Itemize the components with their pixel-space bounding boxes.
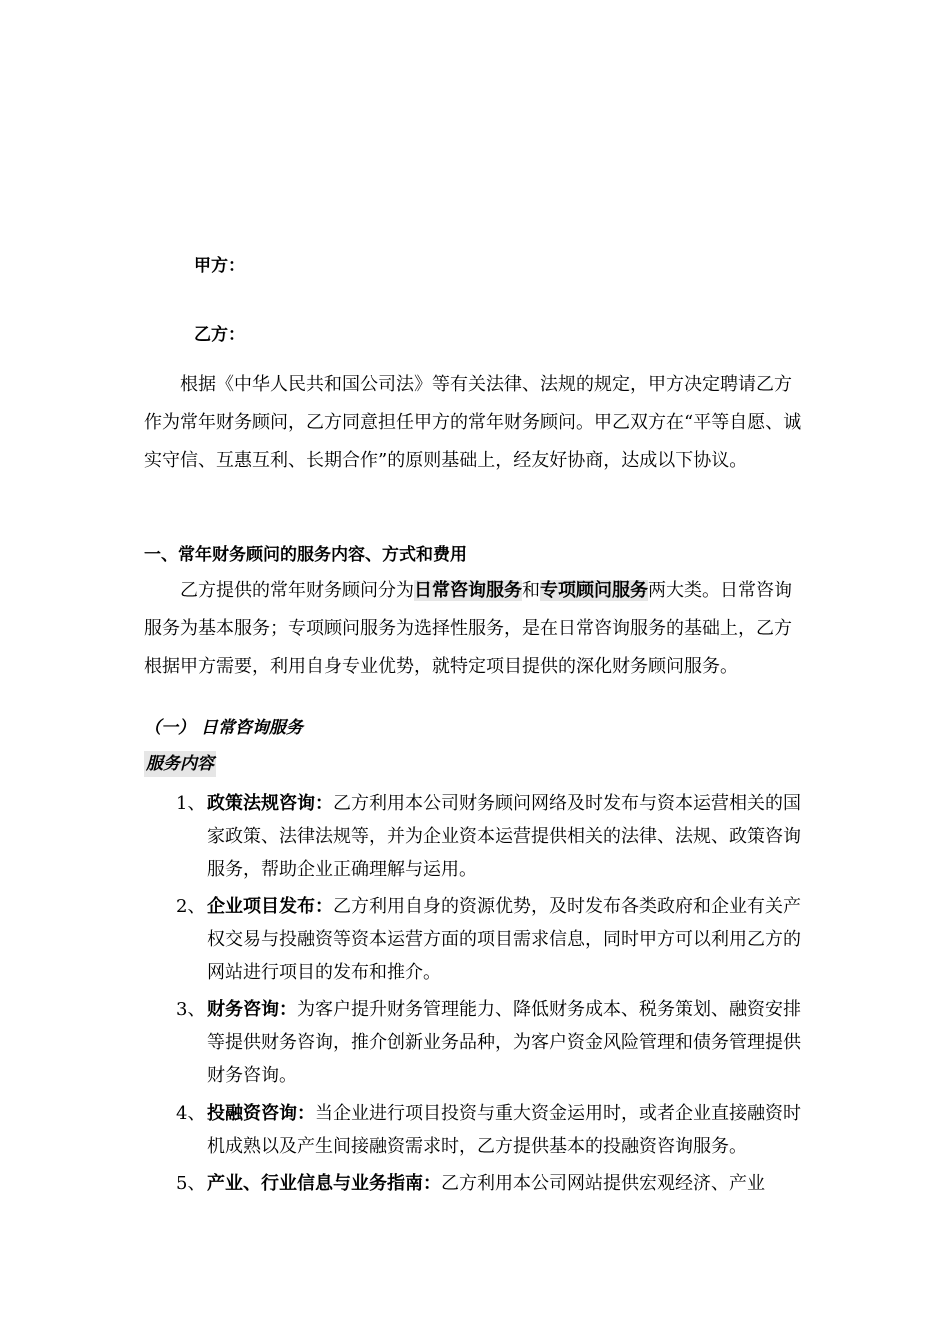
list-item-number: 5、 (176, 1173, 206, 1194)
section-1-body-suffix: 两大类。日常咨询服务为基本服务；专项顾问服务为选择性服务，是在日常咨询服务的基础上，乙方根据甲方需要，利用自身专业优势，就特定项目提供的深化财务顾问服务。 (144, 580, 792, 677)
list-item (176, 1097, 816, 1163)
list-item-description: 乙方利用本公司财务顾问网络及时发布与资本运营相关的国家政策、法律法规等，并为企业资本运营提供相关的法律、法规、政策咨询服务，帮助企业正确理解与运用。 (207, 793, 801, 880)
list-item-text (207, 1167, 816, 1200)
list-item-number: 3、 (176, 999, 206, 1020)
service-content-label: 服务内容 (144, 751, 216, 777)
list-item-description: 当企业进行项目投资与重大资金运用时，或者企业直接融资时机成熟以及产生间接融资需求时，乙方提供基本的投融资咨询服务。 (207, 1103, 801, 1157)
list-item-text (207, 1097, 816, 1163)
party-b-label: 乙方： (194, 325, 245, 345)
list-item (176, 890, 816, 989)
section-1-body-mid: 和 (522, 580, 540, 601)
list-item-number: 4、 (176, 1103, 206, 1124)
section-1-body-prefix: 乙方提供的常年财务顾问分为 (180, 580, 414, 601)
list-item (176, 1167, 816, 1200)
list-item-number: 2、 (176, 896, 206, 917)
list-item-description: 乙方利用自身的资源优势，及时发布各类政府和企业有关产权交易与投融资等资本运营方面的项目需求信息，同时甲方可以利用乙方的网站进行项目的发布和推介。 (207, 896, 801, 983)
list-item-term: 财务咨询： (207, 999, 297, 1020)
section-1-title: 一、常年财务顾问的服务内容、方式和费用 (144, 545, 467, 565)
list-item-term: 产业、行业信息与业务指南： (207, 1173, 441, 1194)
list-item-description: 为客户提升财务管理能力、降低财务成本、税务策划、融资安排等提供财务咨询，推介创新业务品种，为客户资金风险管理和债务管理提供财务咨询。 (207, 999, 801, 1086)
highlight-special-advisory: 专项顾问服务 (540, 580, 648, 601)
subsection-1-title: （一） 日常咨询服务 (144, 718, 303, 738)
party-a-label: 甲方： (194, 256, 245, 276)
list-item (176, 993, 816, 1092)
list-item-term: 投融资咨询： (207, 1103, 315, 1124)
section-1-body (144, 572, 809, 686)
list-item-term: 企业项目发布： (207, 896, 333, 917)
intro-paragraph: 根据《中华人民共和国公司法》等有关法律、法规的规定，甲方决定聘请乙方作为常年财务顾问，乙方同意担任甲方的常年财务顾问。甲乙双方在“平等自愿、诚实守信、互惠互利、长期合作”的原则基础上，经友好协商，达成以下协议。 (144, 374, 802, 471)
list-item-number: 1、 (176, 793, 206, 814)
list-item-text (207, 993, 816, 1092)
list-item-description: 乙方利用本公司网站提供宏观经济、产业 (441, 1173, 765, 1194)
list-item-text (207, 787, 816, 886)
list-item (176, 787, 816, 886)
list-item-text (207, 890, 816, 989)
highlight-daily-consulting: 日常咨询服务 (414, 580, 522, 601)
list-item-term: 政策法规咨询： (207, 793, 333, 814)
